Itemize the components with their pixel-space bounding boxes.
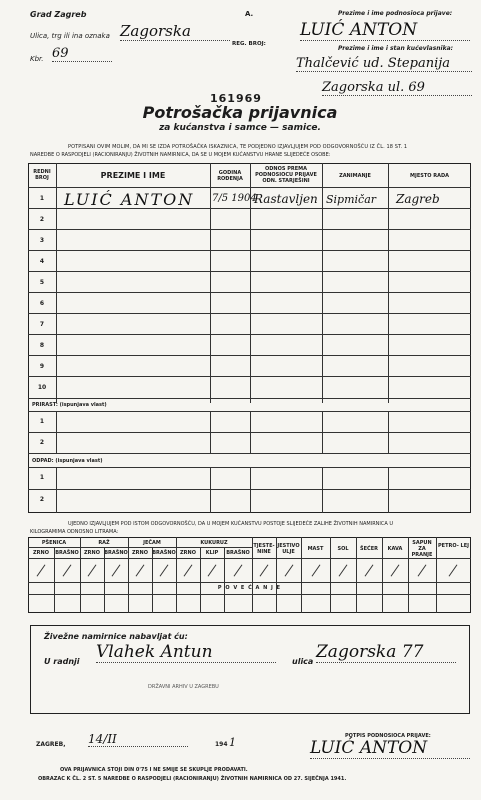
city-label: Grad Zagreb <box>30 10 87 19</box>
letter-a: A. <box>245 10 254 18</box>
supply-street-label: ulica <box>292 657 314 666</box>
sub-label: BRAŠNO <box>152 550 176 556</box>
form-subtitle: za kućanstva i samce — samice. <box>159 123 321 133</box>
prirast-row-number: 2 <box>39 439 45 446</box>
row-number: 3 <box>39 237 45 244</box>
landlord-label: Prezime i ime i stan kućevlasnika: <box>338 45 454 52</box>
year-suffix: 1 <box>229 736 236 749</box>
signature-value: LUIĆ ANTON <box>310 738 470 759</box>
single-label: TJESTE- NINE <box>253 543 275 555</box>
shop-label: U radnji <box>44 657 80 666</box>
stock-intro-line1: UJEDNO IZJAVLJUJEM POD ISTOM ODGOVORNOŠĆU, DA U MOJEM KUĆANSTVU POSTOJE SLIJEDEĆE ZALIHE ŽIVOTNIH NAMIRNICA U <box>68 521 394 527</box>
sub-label: ZRNO <box>132 550 148 556</box>
row-number: 6 <box>39 300 45 307</box>
serial-number: 161969 <box>210 92 262 105</box>
col-header-name: PREZIME I IME <box>100 171 166 180</box>
odpad-label: ODPAD: (ispunjava vlast) <box>32 458 103 464</box>
landlord-value-line2: Zagorska ul. 69 <box>322 80 472 96</box>
supply-label: Živežne namirnice nabavljat ću: <box>44 632 188 641</box>
street-value: Zagorska <box>120 22 230 41</box>
submitter-value: LUIĆ ANTON <box>300 20 470 41</box>
odpad-row-number: 1 <box>39 474 45 481</box>
single-label: PETRO- LEJ <box>438 543 469 549</box>
signature-label: POTPIS PODNOSIOCA PRIJAVE: <box>345 733 431 739</box>
col-header-relation: ODNOS PREMA PODNOSIOCU PRIJAVE ODN. STARJEŠINI <box>255 166 317 184</box>
house-number-label: Kbr. <box>30 55 44 63</box>
person-name: LUIĆ ANTON <box>64 190 195 209</box>
sub-label: BRAŠNO <box>55 550 79 556</box>
prirast-label: PRIRAST: (ispunjava vlast) <box>32 402 107 408</box>
place-label: ZAGREB, <box>36 741 66 748</box>
row-number: 5 <box>39 279 45 286</box>
submitter-label: Prezime i ime podnosioca prijave: <box>338 10 453 17</box>
sub-label: KLIP <box>205 550 219 556</box>
row-number: 7 <box>39 321 45 328</box>
group-label: KUKURUZ <box>200 540 228 546</box>
sub-label: BRAŠNO <box>104 550 128 556</box>
single-label: MAST <box>307 546 324 552</box>
intro-line2: NAREDBE O RASPODJELI (RACIONIRANJU) ŽIVOTNIH NAMIRNICA, DA SE U MOJEM KUĆANSTVU HRANE SLIJEDEĆE OSOBE: <box>30 152 331 158</box>
sub-label: ZRNO <box>33 550 49 556</box>
supply-street-value: Zagorska 77 <box>316 642 456 663</box>
row-number: 2 <box>39 216 45 223</box>
sub-label: ZRNO <box>180 550 196 556</box>
row-number: 9 <box>39 363 45 370</box>
odpad-row-number: 2 <box>39 496 45 503</box>
single-label: JESTIVO ULJE <box>277 543 300 555</box>
prirast-row-number: 1 <box>39 418 45 425</box>
group-label: PŠENICA <box>41 540 67 546</box>
regulation-note: OBRAZAC K ČL. 2 ST. 5 NAREDBE O RASPODJELI (RACIONIRANJU) ŽIVOTNIH NAMIRNICA OD 27. SIJEČNJA 1941. <box>38 776 347 782</box>
col-header-no: REDNI BROJ <box>33 169 51 181</box>
person-birth: 7/5 1904 <box>212 193 257 204</box>
col-header-workplace: MJESTO RADA <box>410 173 449 179</box>
form-title: Potrošačka prijavnica <box>142 103 338 122</box>
group-label: RAŽ <box>98 540 110 546</box>
group-label: JEČAM <box>143 540 161 546</box>
stock-intro-line2: KILOGRAMIMA ODNOSNO LITRAMA: <box>30 529 119 535</box>
price-note: OVA PRIJAVNICA STOJI DIN 0'75 I NE SMIJE SE SKUPLJE PRODAVATI. <box>60 767 248 773</box>
row-number: 1 <box>39 195 45 202</box>
person-workplace: Zagreb <box>396 192 440 206</box>
single-label: KAVA <box>387 546 403 552</box>
date-value: 14/II <box>88 732 188 747</box>
landlord-value-line1: Thalčević ud. Stepanija <box>296 56 472 72</box>
house-number-value: 69 <box>52 46 112 62</box>
col-header-occupation: ZANIMANJE <box>339 173 371 179</box>
person-occupation: Sipmičar <box>326 193 377 206</box>
shop-value: Vlahek Antun <box>96 642 276 663</box>
row-number: 4 <box>39 258 45 265</box>
archive-stamp: DRŽAVNI ARHIV U ZAGREBU <box>148 684 219 690</box>
single-label: SAPUN ZA PRANJE <box>411 540 433 558</box>
single-label: SOL <box>337 546 349 552</box>
reg-number-label: REG. BROJ: <box>232 41 266 47</box>
street-label: Ulica, trg ili ina oznaka <box>30 32 110 40</box>
person-relation: Rastavljen <box>254 192 318 206</box>
year-label: 194 <box>215 741 228 748</box>
row-number: 8 <box>39 342 45 349</box>
single-label: ŠEĆER <box>360 546 378 552</box>
sub-label: BRAŠNO <box>226 550 250 556</box>
col-header-birth: GODINA ROĐENJA <box>217 170 243 182</box>
row-number: 10 <box>37 384 47 391</box>
sub-label: ZRNO <box>84 550 100 556</box>
intro-line1: POTPISANI OVIM MOLIM, DA MI SE IZDA POTROŠAČKA ISKAZNICA, TE PODJEDNO IZJAVLJUJEM POD ODGOVORNOŠĆU IZ ČL. 18 ST. 1 <box>68 144 408 150</box>
increase-label: P O V E Ć A N J E <box>217 585 282 591</box>
